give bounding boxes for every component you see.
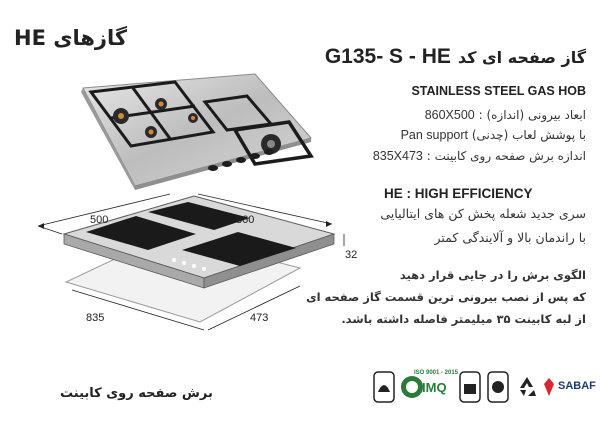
iso-text: ISO 9001 - 2015 bbox=[414, 370, 459, 376]
model-label: گاز صفحه ای کد bbox=[457, 48, 586, 67]
dimension-width: 860 bbox=[236, 214, 255, 226]
he-title: HE : HIGH EFFICIENCY bbox=[384, 186, 533, 201]
product-subtitle: STAINLESS STEEL GAS HOB bbox=[411, 84, 586, 98]
energy-saving-icon bbox=[486, 370, 510, 404]
cutout-note-line: از لبه کابینت ۳۵ میلیمتر فاصله داشته باشد. bbox=[341, 312, 586, 326]
sabaf-text: SABAF bbox=[558, 380, 596, 392]
brand-title: گازهای HE bbox=[14, 26, 128, 50]
spec-label: : اندازه برش صفحه روی کابینت bbox=[426, 149, 586, 163]
spec-label: : ابعاد بیرونی (اندازه) bbox=[478, 108, 586, 122]
dimension-depth: 500 bbox=[90, 214, 109, 226]
recycle-icon bbox=[514, 374, 540, 400]
dimension-height: 32 bbox=[345, 249, 358, 261]
spec-value: 860X500 bbox=[424, 108, 475, 122]
spec-dimensions bbox=[425, 108, 586, 122]
boiling-pot-icon bbox=[458, 370, 482, 404]
dimension-cut-depth: 473 bbox=[250, 312, 269, 324]
cutout-note-line: الگوی برش را در جایی قرار دهید bbox=[399, 268, 586, 282]
model-code: G135- S - HE bbox=[324, 45, 451, 68]
imq-text: IMQ bbox=[422, 380, 447, 395]
dimension-diagram bbox=[28, 190, 358, 340]
environment-icon bbox=[372, 370, 396, 404]
he-description-line: سری جدید شعله پخش کن های ایتالیایی bbox=[380, 206, 586, 221]
spec-value: 835X473 bbox=[372, 149, 423, 163]
cutout-caption: برش صفحه روی کابینت bbox=[60, 386, 213, 401]
he-description-line: با راندمان بالا و آلایندگی کمتر bbox=[434, 230, 586, 245]
spec-pan-support bbox=[401, 128, 586, 142]
certification-logos bbox=[372, 370, 596, 406]
model-heading bbox=[300, 44, 586, 69]
spec-value: Pan support bbox=[400, 128, 468, 142]
cutout-note-line: که پس از نصب بیرونی ترین قسمت گاز صفحه ای bbox=[306, 290, 586, 304]
spec-label: (چدنی) با پوشش لعاب bbox=[471, 128, 586, 142]
spec-cutout bbox=[373, 149, 586, 163]
sabaf-emblem bbox=[542, 376, 556, 398]
gas-hob-photo bbox=[75, 68, 315, 192]
dimension-cut-width: 835 bbox=[86, 312, 105, 324]
